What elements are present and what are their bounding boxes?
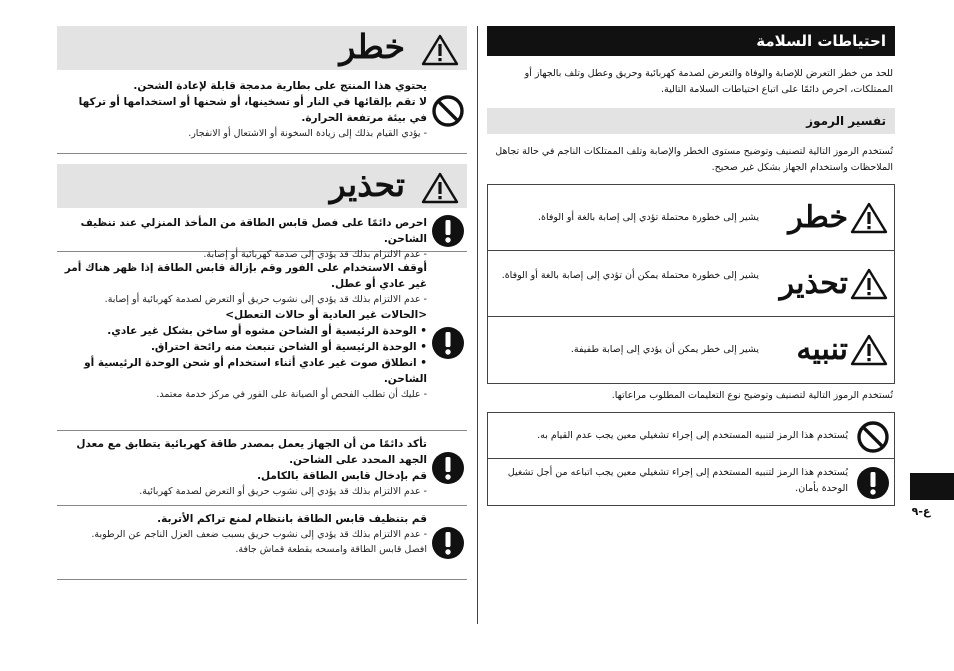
danger-banner bbox=[57, 26, 467, 70]
mandatory-desc: يُستخدم هذا الرمز لتنبيه المستخدم إلى إجراء تشغيلي معين يجب اتباعه من أجل تشغيل الوحدة بأمان. bbox=[507, 467, 848, 494]
warning-banner bbox=[57, 164, 467, 208]
mandatory-icon bbox=[856, 466, 890, 500]
mandatory-icon bbox=[431, 526, 465, 560]
abnormal-bullet-2: • الوحدة الرئيسية أو الشاحن تنبعث منه رائحة احتراق. bbox=[150, 341, 427, 353]
prohibit-desc: يُستخدم هذا الرمز لتنبيه المستخدم إلى إجراء تشغيلي معين يجب عدم القيام به. bbox=[537, 430, 848, 441]
page-number: ع-٩ bbox=[911, 505, 931, 518]
level-word-warning: تحذير bbox=[779, 266, 848, 301]
abnormal-heading: <الحالات غير العادية أو حالات التعطل> bbox=[225, 309, 427, 321]
hazard-levels-table bbox=[487, 184, 895, 384]
abnormal-bullet-1: • الوحدة الرئيسية أو الشاحن مشوه أو ساخن بشكل غير عادي. bbox=[107, 325, 427, 337]
warning-item-unplug bbox=[57, 208, 467, 260]
level-row-danger bbox=[488, 185, 894, 251]
mandatory-icon bbox=[431, 451, 465, 485]
symbols-intro: تُستخدم الرموز التالية لتصنيف وتوضيح مستوى الخطر والإصابة وتلف الممتلكات الناجم في حالة تجاهل الملاحظات واستخدام الجهاز بشكل غير صحيح. bbox=[495, 146, 893, 173]
warning-item-clean-plug bbox=[57, 506, 467, 580]
danger-item bbox=[57, 70, 467, 154]
warning-triangle-icon bbox=[421, 172, 459, 204]
abnormal-note: - عدم الالتزام بذلك قد يؤدي إلى نشوب حريق أو التعرض لصدمة كهربائية أو إصابة. bbox=[104, 294, 427, 305]
clean-plug-text: قم بتنظيف قابس الطاقة بانتظام لمنع تراكم الأتربة. bbox=[157, 513, 427, 525]
warning-item-abnormal bbox=[57, 252, 467, 431]
clean-plug-note: - عدم الالتزام بذلك قد يؤدي إلى نشوب حريق بسبب ضعف العزل الناجم عن الرطوبة. bbox=[91, 529, 427, 540]
instructions-intro: تُستخدم الرموز التالية لتصنيف وتوضيح نوع التعليمات المطلوب مراعاتها. bbox=[611, 390, 893, 401]
language-side-tab bbox=[910, 473, 954, 500]
level-row-warning bbox=[488, 251, 894, 317]
warning-triangle-icon bbox=[850, 268, 888, 300]
left-column bbox=[57, 26, 467, 580]
column-divider bbox=[477, 26, 478, 624]
warning-title: تحذير bbox=[329, 165, 405, 204]
prohibition-icon bbox=[431, 94, 465, 128]
prohibition-icon bbox=[856, 420, 890, 454]
symbols-title: تفسير الرموز bbox=[487, 108, 895, 134]
instruction-symbols-table bbox=[487, 412, 895, 506]
warning-item-voltage bbox=[57, 431, 467, 506]
symbol-row-mandatory bbox=[488, 459, 894, 505]
unplug-note: - عدم الالتزام بذلك قد يؤدي إلى صدمة كهربائية أو إصابة. bbox=[203, 249, 427, 260]
level-desc-caution: يشير إلى خطر يمكن أن يؤدي إلى إصابة طفيفة. bbox=[570, 344, 759, 355]
warning-triangle-icon bbox=[421, 34, 459, 66]
right-column bbox=[487, 26, 895, 506]
symbol-row-prohibit bbox=[488, 413, 894, 459]
warning-triangle-icon bbox=[850, 334, 888, 366]
mandatory-icon bbox=[431, 214, 465, 248]
abnormal-note-2: - عليك أن تطلب الفحص أو الصيانة على الفور في مركز خدمة معتمد. bbox=[156, 389, 427, 400]
level-desc-warning: يشير إلى خطورة محتملة يمكن أن تؤدي إلى إصابة بالغة أو الوفاة. bbox=[501, 270, 759, 281]
clean-plug-note-2: افصل قابس الطاقة وامسحه بقطعة قماش جافة. bbox=[235, 544, 427, 555]
level-desc-danger: يشير إلى خطورة محتملة تؤدي إلى إصابة بالغة أو الوفاة. bbox=[537, 212, 759, 223]
safety-intro: للحد من خطر التعرض للإصابة والوفاة والتعرض لصدمة كهربائية وحريق وعطل وتلف بالجهاز أو الممتلكات، احرص دائمًا على اتباع احتياطات السلامة التالية. bbox=[524, 68, 893, 95]
insert-plug-text: قم بإدخال قابس الطاقة بالكامل. bbox=[257, 470, 427, 482]
voltage-text: تأكد دائمًا من أن الجهاز يعمل بمصدر طاقة كهربائية يتطابق مع معدل الجهد المحدد على الشاحن. bbox=[76, 438, 427, 466]
mandatory-icon bbox=[431, 326, 465, 360]
warning-triangle-icon bbox=[850, 202, 888, 234]
level-word-danger: خطر bbox=[788, 200, 848, 235]
danger-title: خطر bbox=[339, 27, 405, 66]
unplug-text: احرص دائمًا على فصل قابس الطاقة من المأخذ المنزلي عند تنظيف الشاحن. bbox=[80, 217, 427, 245]
abnormal-text: أوقف الاستخدام على الفور وقم بإزالة قابس الطاقة إذا ظهر هناك أمر غير عادي أو عطل. bbox=[64, 262, 427, 290]
level-row-caution bbox=[488, 317, 894, 383]
voltage-note: - عدم الالتزام بذلك قد يؤدي إلى نشوب حريق أو التعرض لصدمة كهربائية. bbox=[139, 486, 427, 497]
danger-note: - يؤدي القيام بذلك إلى زيادة السخونة أو الاشتعال أو الانفجار. bbox=[188, 128, 427, 139]
danger-line1: يحتوي هذا المنتج على بطارية مدمجة قابلة لإعادة الشحن. bbox=[133, 80, 427, 92]
abnormal-bullet-3: • انطلاق صوت غير عادي أثناء استخدام أو شحن الوحدة الرئيسية أو الشاحن. bbox=[84, 357, 427, 385]
level-word-caution: تنبيه bbox=[796, 332, 848, 367]
section-title: احتياطات السلامة bbox=[487, 26, 895, 56]
danger-line2: لا تقم بإلقائها في النار أو تسخينها، أو شحنها أو استخدامها أو تركها في بيئة مرتفعة الحرارة. bbox=[78, 96, 427, 124]
